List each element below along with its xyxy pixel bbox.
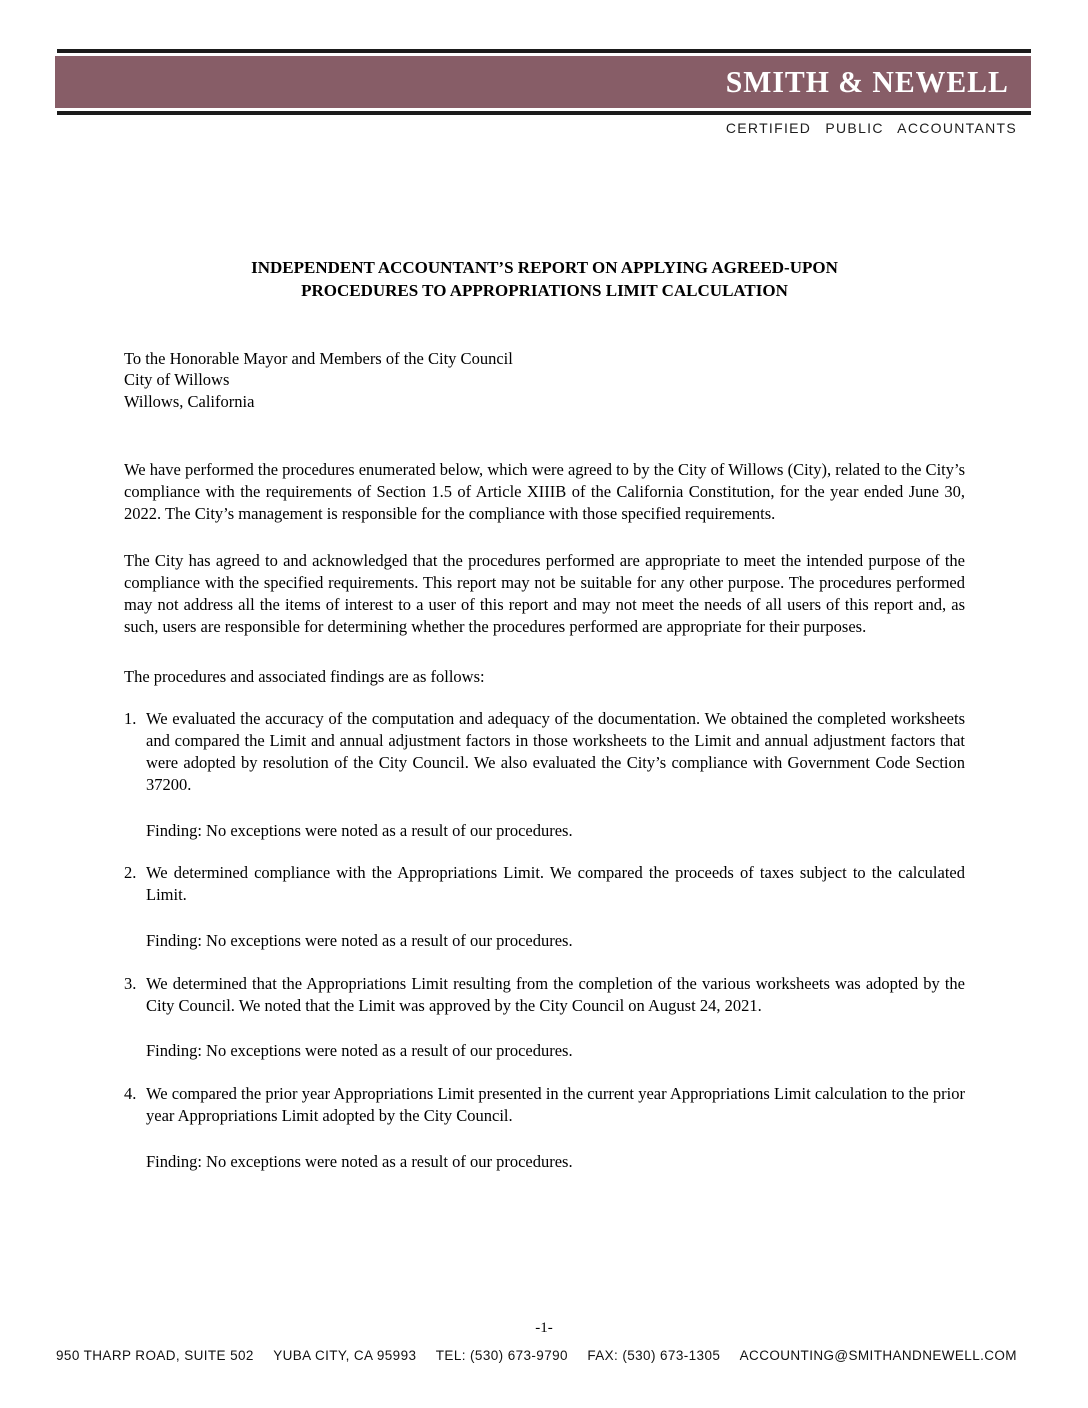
- footer-contact-line: [56, 1348, 1017, 1363]
- procedure-text: We evaluated the accuracy of the computation and adequacy of the documentation. We obtained the completed worksheets and compared the Limit and annual adjustment factors in those worksheets to the Limit and annual adjustment factors that were adopted by resolution of the City Council. We also evaluated the City’s compliance with Government Code Section 37200.: [146, 709, 965, 794]
- paragraph-purpose: The City has agreed to and acknowledged that the procedures performed are appropriate to meet the intended purpose of the compliance with the specified requirements. This report may not be suitable for any other purpose. The procedures performed may not address all the items of interest to a user of this report and may not meet the needs of all users of this report and, as such, users are responsible for determining whether the procedures performed are appropriate for their purposes.: [124, 551, 965, 636]
- addressee-line1: To the Honorable Mayor and Members of the City Council: [124, 348, 513, 368]
- addressee-line2: City of Willows: [124, 370, 230, 390]
- procedure-text: We determined that the Appropriations Limit resulting from the completion of the various worksheets was adopted by the City Council. We noted that the Limit was approved by the City Council on August 24, 2021.: [146, 973, 965, 1015]
- finding-text-2: Finding: No exceptions were noted as a result of our procedures.: [146, 930, 573, 950]
- footer-city: YUBA CITY, CA 95993: [273, 1348, 417, 1363]
- firm-tagline: CERTIFIED PUBLIC ACCOUNTANTS: [725, 120, 1017, 136]
- procedure-item-4: [124, 1083, 965, 1127]
- footer-address: 950 THARP ROAD, SUITE 502: [56, 1348, 254, 1363]
- letter-body: [124, 0, 965, 1173]
- procedure-text: We determined compliance with the Appropriations Limit. We compared the proceeds of taxes subject to the calculated Limit.: [146, 863, 965, 905]
- finding-text-1: Finding: No exceptions were noted as a result of our procedures.: [146, 820, 573, 840]
- addressee-line3: Willows, California: [124, 392, 255, 412]
- report-title-line2: PROCEDURES TO APPROPRIATIONS LIMIT CALCULATION: [301, 281, 788, 301]
- procedure-item-2: [124, 862, 965, 906]
- procedure-item-3: [124, 973, 965, 1017]
- finding-text-3: Finding: No exceptions were noted as a result of our procedures.: [146, 1041, 573, 1061]
- footer-fax: FAX: (530) 673-1305: [587, 1348, 721, 1363]
- procedure-number: 4.: [124, 1084, 137, 1104]
- footer-email: ACCOUNTING@SMITHANDNEWELL.COM: [739, 1348, 1017, 1363]
- report-title: [124, 256, 965, 303]
- paragraph-procedures-intro: The procedures and associated findings are as follows:: [124, 666, 485, 686]
- finding-text-4: Finding: No exceptions were noted as a result of our procedures.: [146, 1151, 573, 1171]
- procedure-number: 1.: [124, 709, 137, 729]
- footer-tel: TEL: (530) 673-9790: [435, 1348, 568, 1363]
- procedure-number: 2.: [124, 863, 137, 883]
- procedure-number: 3.: [124, 973, 137, 993]
- report-title-line1: INDEPENDENT ACCOUNTANT’S REPORT ON APPLYING AGREED-UPON: [251, 258, 838, 277]
- procedures-list: [124, 708, 965, 1172]
- addressee-block: [124, 348, 965, 413]
- paragraph-scope: We have performed the procedures enumerated below, which were agreed to by the City of Willows (City), related to the City’s compliance with the requirements of Section 1.5 of Article XIIIB of the California Constitution, for the year ended June 30, 2022. The City’s management is responsible for the compliance with those specified requirements.: [124, 459, 965, 523]
- procedure-text: We compared the prior year Appropriations Limit presented in the current year Appropriations Limit calculation to the prior year Appropriations Limit adopted by the City Council.: [146, 1084, 965, 1125]
- page-number: -1-: [535, 1320, 553, 1336]
- firm-name: SMITH & NEWELL: [726, 64, 1009, 99]
- procedure-item-1: [124, 708, 965, 795]
